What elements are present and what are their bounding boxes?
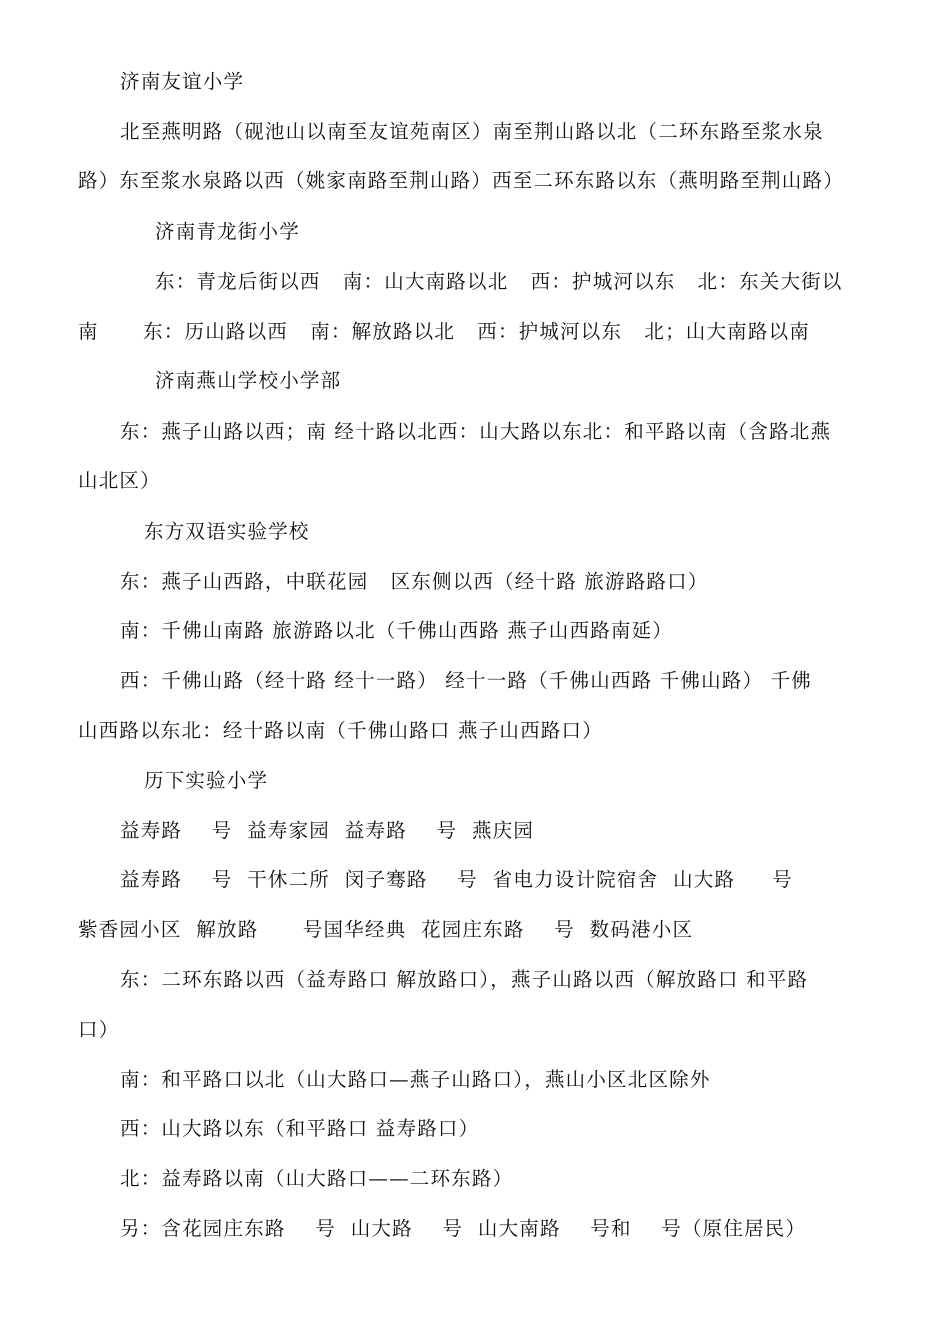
school-boundary-line: 东：二环东路以西（益寿路口 解放路口），燕子山路以西（解放路口 和平路 — [120, 968, 809, 991]
school-title-dongfang: 东方双语实验学校 — [144, 520, 310, 543]
school-title-yanshan: 济南燕山学校小学部 — [155, 369, 342, 392]
school-boundary-line: 北至燕明路（砚池山以南至友谊苑南区）南至荆山路以北（二环东路至浆水泉 — [120, 120, 824, 143]
school-title-youyi: 济南友谊小学 — [120, 70, 245, 93]
school-boundary-line: 路）东至浆水泉路以西（姚家南路至荆山路）西至二环东路以东（燕明路至荆山路） — [78, 169, 844, 192]
school-title-qinglongjie: 济南青龙街小学 — [155, 220, 300, 243]
school-boundary-line: 口） — [78, 1018, 120, 1041]
school-boundary-line: 东：燕子山西路，中联花园 区东侧以西（经十路 旅游路路口） — [120, 570, 709, 593]
school-address-line: 另：含花园庄东路 号 山大路 号 山大南路 号和 号（原住居民） — [120, 1217, 807, 1240]
school-boundary-line: 西：山大路以东（和平路口 益寿路口） — [120, 1117, 480, 1140]
school-boundary-line: 南：千佛山南路 旅游路以北（千佛山西路 燕子山西路南延） — [120, 619, 673, 642]
school-boundary-line: 南：和平路口以北（山大路口—燕子山路口），燕山小区北区除外 — [120, 1068, 711, 1091]
school-boundary-line: 山西路以东北：经十路以南（千佛山路口 燕子山西路口） — [78, 719, 603, 742]
school-boundary-line: 东：燕子山路以西；南 经十路以北西：山大路以东北：和平路以南（含路北燕 — [120, 420, 832, 443]
school-boundary-line: 东：青龙后街以西 南：山大南路以北 西：护城河以东 北：东关大街以 — [155, 270, 843, 293]
school-title-lixia: 历下实验小学 — [144, 769, 269, 792]
school-boundary-line: 南 东：历山路以西 南：解放路以北 西：护城河以东 北；山大南路以南 — [78, 320, 810, 343]
school-boundary-line: 山北区） — [78, 469, 161, 492]
school-address-line: 紫香园小区 解放路 号国华经典 花园庄东路 号 数码港小区 — [78, 918, 694, 941]
school-boundary-line: 西：千佛山路（经十路 经十一路） 经十一路（千佛山西路 千佛山路） 千佛 — [120, 669, 812, 692]
school-address-line: 益寿路 号 干休二所 闵子骞路 号 省电力设计院宿舍 山大路 号 — [120, 868, 793, 891]
school-address-line: 益寿路 号 益寿家园 益寿路 号 燕庆园 — [120, 819, 535, 842]
school-boundary-line: 北：益寿路以南（山大路口——二环东路） — [120, 1167, 514, 1190]
